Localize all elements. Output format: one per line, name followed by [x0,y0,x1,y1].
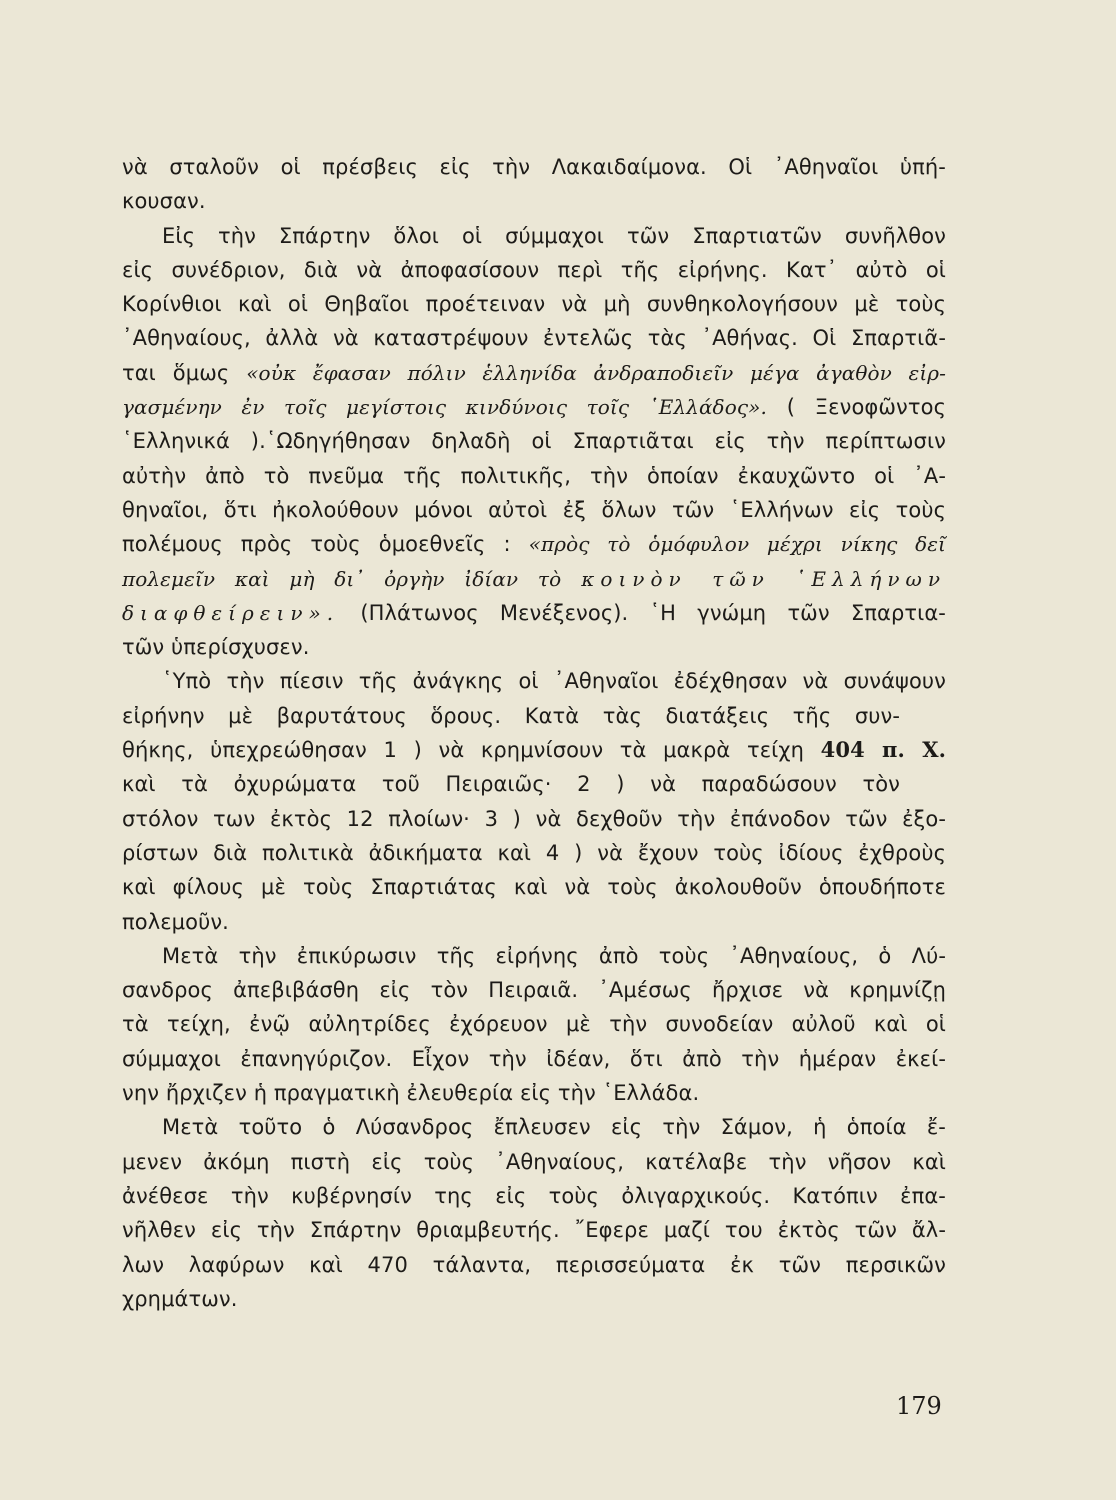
text-line [122,733,946,767]
body-text [122,150,946,1316]
paragraph-start: Μετὰ τοῦτο ὁ Λύσανδρος ἔπλευσεν εἰς τὴν Σάμον, ἡ ὁποία ἔ- [162,1115,946,1140]
text-line: εἰρήνην μὲ βαρυτάτους ὅρους. Κατὰ τὰς διατάξεις τῆς συν- [122,703,900,728]
text-line: τῶν ὑπερίσχυσεν. [122,635,310,660]
text-line: λων λαφύρων καὶ 470 τάλαντα, περισσεύματα ἐκ τῶν περσικῶν [122,1252,946,1277]
text-line: καὶ τὰ ὀχυρώματα τοῦ Πειραιῶς· 2 ) νὰ παραδώσουν τὸν [122,772,900,797]
text-line: Κορίνθιοι καὶ οἱ Θηβαῖοι προέτειναν νὰ μὴ συνθηκολογήσουν μὲ τοὺς [122,292,946,317]
plato-quote: πολεμεῖν καὶ μὴ δι᾿ ὀργὴν ἰδίαν τὸ [122,566,562,591]
text-line: καὶ φίλους μὲ τοὺς Σπαρτιάτας καὶ νὰ τοὺς ἀκολουθοῦν ὁπουδήποτε [122,875,946,900]
text-line: κουσαν. [122,189,206,214]
plato-quote-spaced: διαφθείρειν». [122,600,340,625]
text-line: ῾Ελληνικά ).῾Ωδηγήθησαν δηλαδὴ οἱ Σπαρτιᾶται εἰς τὴν περίπτωσιν [122,429,946,454]
text-line: ἀνέθεσε τὴν κυβέρνησίν της εἰς τοὺς ὀλιγαρχικούς. Κατόπιν ἐπα- [122,1183,946,1208]
date-margin-note: 404 π. Χ. [820,737,947,763]
text-line: μενεν ἀκόμη πιστὴ εἰς τοὺς ᾿Αθηναίους, κατέλαβε τὴν νῆσον καὶ [122,1149,946,1174]
text-fragment: ται ὅμως [122,360,230,385]
text-fragment: θήκης, ὑπεχρεώθησαν 1 ) νὰ κρημνίσουν τὰ μακρὰ τείχη [122,738,805,763]
text-line [122,356,946,390]
xenophon-quote: γασμένην ἐν τοῖς μεγίστοις κινδύνοις τοῖς ῾Ελλάδος». [122,395,767,420]
page-number: 179 [896,1392,942,1420]
paragraph-start: Μετὰ τὴν ἐπικύρωσιν τῆς εἰρήνης ἀπὸ τοὺς ᾿Αθηναίους, ὁ Λύ- [162,943,946,968]
text-line: χρημάτων. [122,1286,238,1311]
text-line: νῆλθεν εἰς τὴν Σπάρτην θριαμβευτής. ῎Εφερε μαζί του ἐκτὸς τῶν ἄλ- [122,1218,946,1243]
text-line [122,562,946,596]
xenophon-quote: «οὐκ ἔφασαν πόλιν ἑλληνίδα ἀνδραποδιεῖν μέγα ἀγαθὸν εἰρ- [246,360,946,385]
plato-quote: «πρὸς τὸ ὁμόφυλον μέχρι νίκης δεῖ [528,532,946,557]
text-line [122,596,946,630]
citation-plato: (Πλάτωνος Μενέξενος). ῾Η γνώμη τῶν Σπαρτια- [360,600,946,625]
text-fragment: πολέμους πρὸς τοὺς ὁμοεθνεῖς : [122,532,511,557]
text-line: σύμμαχοι ἐπανηγύριζον. Εἶχον τὴν ἰδέαν, ὅτι ἀπὸ τὴν ἡμέραν ἐκεί- [122,1046,946,1071]
text-line: σανδρος ἀπεβιβάσθη εἰς τὸν Πειραιᾶ. ᾿Αμέσως ἤρχισε νὰ κρημνίζῃ [122,978,946,1003]
paragraph-start: ῾Υπὸ τὴν πίεσιν τῆς ἀνάγκης οἱ ᾿Αθηναῖοι ἐδέχθησαν νὰ συνάψουν [162,669,946,694]
text-line: τὰ τείχη, ἐνῷ αὐλητρίδες ἐχόρευον μὲ τὴν συνοδείαν αὐλοῦ καὶ οἱ [122,1012,946,1037]
plato-quote-spaced: κοινὸν τῶν ῾Ελλήνων [581,566,946,591]
text-line: ρίστων διὰ πολιτικὰ ἀδικήματα καὶ 4 ) νὰ ἔχουν τοὺς ἰδίους ἐχθροὺς [122,840,946,865]
text-line: εἰς συνέδριον, διὰ νὰ ἀποφασίσουν περὶ τῆς εἰρήνης. Κατ᾿ αὐτὸ οἱ [122,257,946,282]
text-line [122,527,946,561]
text-line [122,390,946,424]
paragraph-start: Εἰς τὴν Σπάρτην ὅλοι οἱ σύμμαχοι τῶν Σπαρτιατῶν συνῆλθον [162,223,946,248]
text-line: στόλον των ἐκτὸς 12 πλοίων· 3 ) νὰ δεχθοῦν τὴν ἐπάνοδον τῶν ἐξο- [122,806,946,831]
text-line: πολεμοῦν. [122,909,229,934]
text-line: νὰ σταλοῦν οἱ πρέσβεις εἰς τὴν Λακαιδαίμονα. Οἱ ᾿Αθηναῖοι ὑπή- [122,155,946,179]
citation-xenophon: ( Ξενοφῶντος [786,395,946,420]
text-line: ᾿Αθηναίους, ἀλλὰ νὰ καταστρέψουν ἐντελῶς τὰς ᾿Αθήνας. Οἱ Σπαρτιᾶ- [122,326,946,351]
text-line: θηναῖοι, ὅτι ἠκολούθουν μόνοι αὐτοὶ ἐξ ὅλων τῶν ῾Ελλήνων εἰς τοὺς [122,497,946,522]
text-line: αὐτὴν ἀπὸ τὸ πνεῦμα τῆς πολιτικῆς, τὴν ὁποίαν ἐκαυχῶντο οἱ ᾿Α- [122,463,946,488]
text-line: νην ἤρχιζεν ἡ πραγματικὴ ἐλευθερία εἰς τὴν ῾Ελλάδα. [122,1081,700,1106]
